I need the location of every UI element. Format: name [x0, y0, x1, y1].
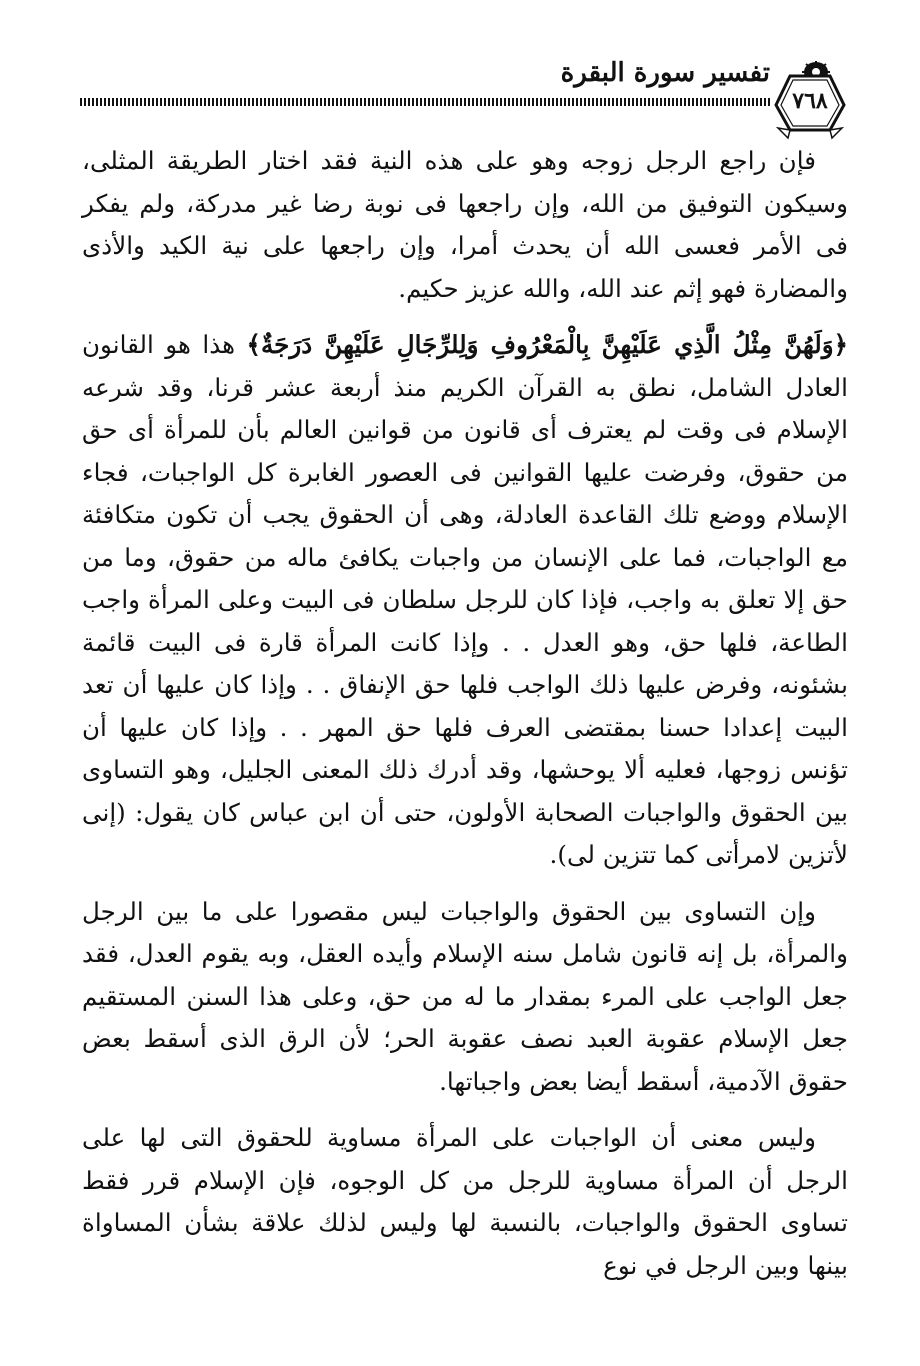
page-number-badge — [770, 70, 850, 140]
page-body — [82, 140, 848, 1301]
paragraph — [82, 891, 848, 1104]
page-header — [80, 50, 850, 140]
header-rule — [80, 98, 770, 106]
quran-verse: ﴿وَلَهُنَّ مِثْلُ الَّذِي عَلَيْهِنَّ بِالْمَعْرُوفِ وَلِلرِّجَالِ عَلَيْهِنَّ دَرَجَةٌ﴾ — [246, 330, 849, 359]
running-title: تفسير سورة البقرة — [560, 58, 770, 88]
paragraph — [82, 1117, 848, 1287]
paragraph — [82, 140, 848, 310]
paragraph-text: هذا هو القانون العادل الشامل، نطق به القرآن الكريم منذ أربعة عشر قرنا، وقد شرعه الإسلام فى وقت لم يعترف أى قانون من قوانين العالم بأن للمرأة أى حق من حقوق، وفرضت عليها القوانين فى العصور الغابرة كل الواجبات، فجاء الإسلام ووضع تلك القاعدة العادلة، وهى أن الحقوق يجب أن تكون متكافئة مع الواجبات، فما على الإنسان من واجبات يكافئ ماله من حقوق، وما من حق إلا تعلق به واجب، فإذا كان للرجل سلطان فى البيت وعلى المرأة واجب الطاعة، فلها حق، وهو العدل . . وإذا كانت المرأة قارة فى البيت قائمة بشئونه، وفرض عليها ذلك الواجب فلها حق الإنفاق . . وإذا كان عليها أن تعد البيت إعدادا حسنا بمقتضى العرف فلها حق المهر . . وإذا كان عليها أن تؤنس زوجها، فعليه ألا يوحشها، وقد أدرك ذلك المعنى الجليل، وهو التساوى بين الحقوق والواجبات الصحابة الأولون، حتى أن ابن عباس كان يقول: (إنى لأتزين لامرأتى كما تتزين لى). — [82, 330, 848, 869]
paragraph-text: وإن التساوى بين الحقوق والواجبات ليس مقصورا على ما بين الرجل والمرأة، بل إنه قانون شامل سنه الإسلام وأيده العقل، وبه يقوم العدل، فقد جعل الواجب على المرء بمقدار ما له من حق، وعلى هذا السنن المستقيم جعل الإسلام عقوبة العبد نصف عقوبة الحر؛ لأن الرق الذى أسقط بعض حقوق الآدمية، أسقط أيضا بعض واجباتها. — [82, 896, 848, 1096]
paragraph-text: فإن راجع الرجل زوجه وهو على هذه النية فقد اختار الطريقة المثلى، وسيكون التوفيق من الله، وإن راجعها فى نوبة رضا غير مدركة، ولم يفكر فى الأمر فعسى الله أن يحدث أمرا، وإن راجعها على نية الكيد والأذى والمضارة فهو إثم عند الله، والله عزيز حكيم. — [82, 146, 848, 303]
paragraph — [82, 324, 848, 877]
paragraph-text: وليس معنى أن الواجبات على المرأة مساوية للحقوق التى لها على الرجل أن المرأة مساوية للرجل من كل الوجوه، فإن الإسلام قرر فقط تساوى الحقوق والواجبات، بالنسبة لها وليس لذلك علاقة بشأن المساواة بينها وبين الرجل في نوع — [82, 1123, 848, 1280]
page-number: ٧٦٨ — [792, 88, 828, 114]
